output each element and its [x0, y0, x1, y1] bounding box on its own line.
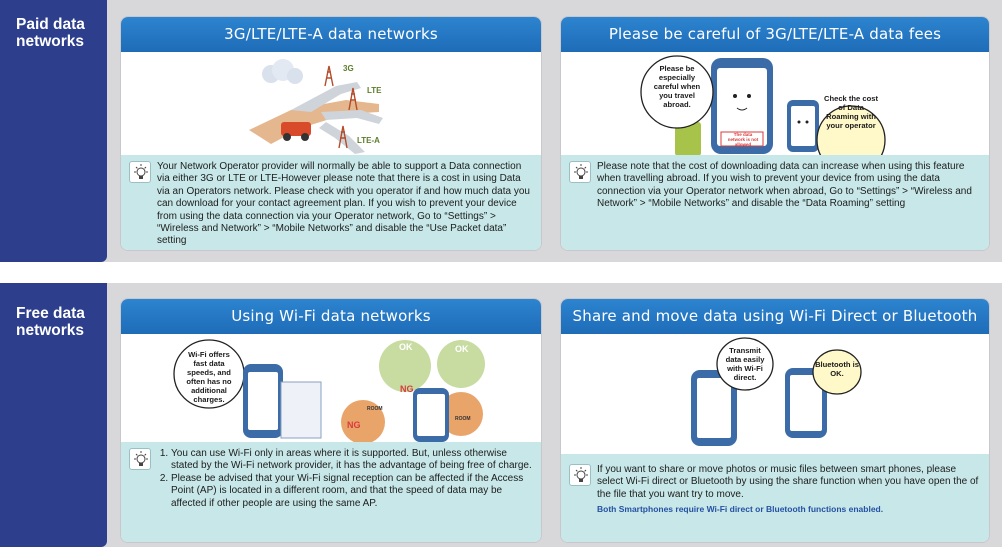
illustration-network-road — [121, 52, 541, 155]
illustration-share — [561, 334, 989, 454]
road-illustration — [121, 52, 541, 155]
tip-box — [561, 155, 989, 250]
label-ok-1: OK — [399, 342, 413, 352]
tip-list-item: 2. Please be advised that your Wi-Fi signal reception can be affected if the Access Point (AP) is located in a different room, and that the speed of data may be affected if other people are using the same AP. — [171, 473, 533, 510]
card-wifi — [121, 299, 541, 542]
bubble-bluetooth: Bluetooth is OK. — [815, 360, 859, 378]
tip-text: If you want to share or move photos or music files between smart phones, please select Wi-Fi direct or Bluetooth by using the share function when you have open the of the file that you want try to move. — [597, 464, 979, 500]
tip-list — [157, 448, 533, 510]
not-allowed-sign: The data network is not allowed — [727, 132, 759, 147]
illustration-wifi — [121, 334, 541, 442]
tip-box — [121, 155, 541, 250]
label-room-2: ROOM — [455, 416, 471, 422]
lightbulb-icon — [569, 464, 591, 486]
label-ng-2: NG — [347, 420, 361, 430]
bubble-check-roaming: Check the cost of Data Roaming with your operator — [823, 94, 879, 130]
label-3g: 3G — [343, 64, 354, 73]
label-ng-1: NG — [400, 384, 414, 394]
travel-illustration — [561, 52, 989, 155]
bubble-wifi-direct: Transmit data easily with Wi-Fi direct. — [725, 346, 765, 382]
lightbulb-icon — [129, 161, 151, 183]
label-ok-2: OK — [455, 344, 469, 354]
tip-note: Both Smartphones require Wi-Fi direct or Bluetooth functions enabled. — [597, 504, 884, 515]
tip-box — [121, 442, 541, 542]
label-lte: LTE — [367, 86, 382, 95]
tip-text: Please note that the cost of downloading data can increase when using this feature when travelling abroad. If you wish to prevent your device from using the data connection via your Operator network when abroad, Go to “Settings” > “Wireless and Network” > “Mobile Networks” and disable the “Data Roaming” setting — [597, 161, 972, 210]
tip-list-item: 1. You can use Wi-Fi only in areas where it is supported. But, unless otherwise stated by the Wi-Fi network provider, it has the advantage of being free of charge. — [171, 448, 533, 473]
bubble-wifi-speed: Wi-Fi offers fast data speeds, and often has no additional charges. — [186, 350, 232, 404]
paid-section-title: Paid data networks — [16, 16, 85, 50]
lightbulb-icon — [129, 448, 151, 470]
card-header: Please be careful of 3G/LTE/LTE-A data fees — [561, 17, 989, 52]
free-side-label — [0, 283, 107, 547]
paid-data-section — [0, 0, 1002, 262]
card-header: Using Wi-Fi data networks — [121, 299, 541, 334]
illustration-travel — [561, 52, 989, 155]
free-data-section — [0, 283, 1002, 547]
lightbulb-icon — [569, 161, 591, 183]
bubble-careful-abroad: Please be especially careful when you travel abroad. — [653, 64, 701, 109]
label-room-1: ROOM — [367, 406, 383, 412]
tip-text: Your Network Operator provider will normally be able to support a Data connection via either 3G or LTE or LTE-However please note that there is a cost in using Data via an Operators network. Please check with you operator if and how much data you can download for your contact agreement plan. If you wish to prevent your device from using the data connection via your Operator network, Go to “Settings” > “Wireless and Network” > “Mobile Networks” and disable the “Use Packet data” setting — [157, 161, 530, 247]
share-illustration — [561, 334, 989, 454]
free-section-title: Free data networks — [16, 305, 85, 339]
label-lte-a: LTE-A — [357, 136, 380, 145]
paid-side-label — [0, 0, 107, 262]
card-data-fees — [561, 17, 989, 250]
card-wifi-direct-bluetooth — [561, 299, 989, 542]
card-3g-lte — [121, 17, 541, 250]
tip-box — [561, 454, 989, 542]
card-header: 3G/LTE/LTE-A data networks — [121, 17, 541, 52]
card-header: Share and move data using Wi-Fi Direct or Bluetooth — [561, 299, 989, 334]
